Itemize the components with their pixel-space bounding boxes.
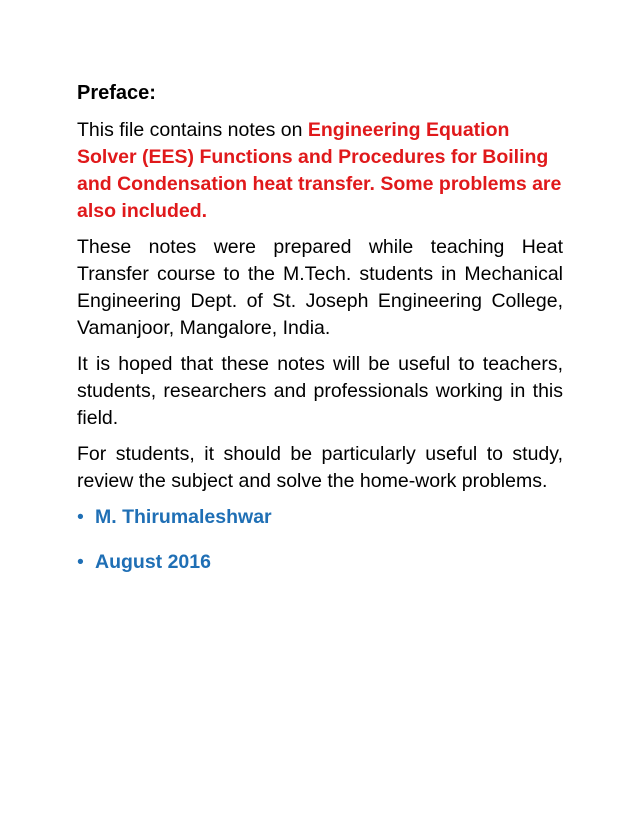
preface-page: [77, 80, 563, 594]
signature-list: [77, 504, 563, 576]
bullet-icon: •: [77, 506, 84, 528]
bullet-icon: •: [77, 551, 84, 573]
author-name: M. Thirumaleshwar: [95, 506, 272, 528]
intro-lead-text: This file contains notes on: [77, 119, 308, 141]
intro-paragraph: [77, 117, 563, 225]
signature-author-item: [77, 504, 563, 531]
signature-date-item: [77, 549, 563, 576]
teaching-paragraph: These notes were prepared while teaching Heat Transfer course to the M.Tech. students in Mechanical Engineering Dept. of St. Joseph Engineering College, Vamanjoor, Mangalore, India.: [77, 236, 563, 339]
signature-date: August 2016: [95, 551, 211, 573]
students-paragraph: For students, it should be particularly useful to study, review the subject and solve the home-work problems.: [77, 443, 563, 492]
usefulness-paragraph: It is hoped that these notes will be useful to teachers, students, researchers and professionals working in this field.: [77, 353, 563, 429]
preface-heading: Preface:: [77, 82, 156, 104]
intro-highlight-text: Engineering Equation Solver (EES) Functions and Procedures for Boiling and Condensation heat transfer. Some problems are also included.: [77, 119, 562, 222]
